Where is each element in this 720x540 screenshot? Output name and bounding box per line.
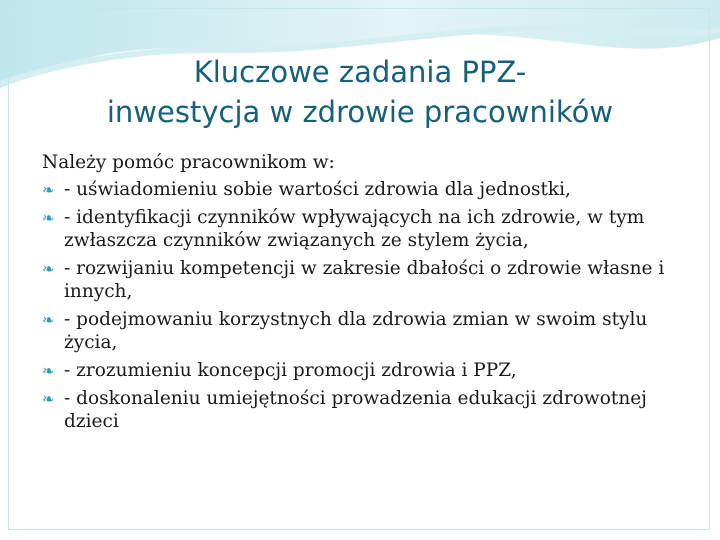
intro-text: Należy pomóc pracownikom w: (42, 152, 335, 173)
list-item (42, 308, 682, 354)
list-item-text: - doskonaleniu umiejętności prowadzenia edukacji zdrowotnej dzieci (64, 388, 647, 432)
list-item-text: - podejmowaniu korzystnych dla zdrowia zmian w swoim stylu życia, (64, 309, 648, 353)
title-line-1: Kluczowe zadania PPZ- (193, 55, 527, 89)
list-item (42, 359, 682, 382)
list-item (42, 178, 682, 201)
list-item-text: - uświadomieniu sobie wartości zdrowia dla jednostki, (64, 179, 571, 200)
list-item-text: - rozwijaniu kompetencji w zakresie dbałości o zdrowie własne i innych, (64, 258, 665, 302)
bullet-list (42, 178, 682, 433)
list-item (42, 257, 682, 303)
list-item-text: - zrozumieniu koncepcji promocji zdrowia i PPZ, (64, 360, 517, 381)
list-item-text: - identyfikacji czynników wpływających na ich zdrowie, w tym zwłaszcza czynników związanych ze stylem życia, (64, 207, 645, 251)
list-item (42, 206, 682, 252)
leaf-icon: ❧ (42, 311, 55, 329)
leaf-icon: ❧ (42, 181, 55, 199)
leaf-icon: ❧ (42, 260, 55, 278)
slide-title (20, 52, 700, 132)
title-line-2: inwestycja w zdrowie pracowników (106, 95, 614, 129)
leaf-icon: ❧ (42, 209, 55, 227)
slide-body (42, 151, 682, 438)
list-item (42, 387, 682, 433)
leaf-icon: ❧ (42, 390, 55, 408)
leaf-icon: ❧ (42, 362, 55, 380)
